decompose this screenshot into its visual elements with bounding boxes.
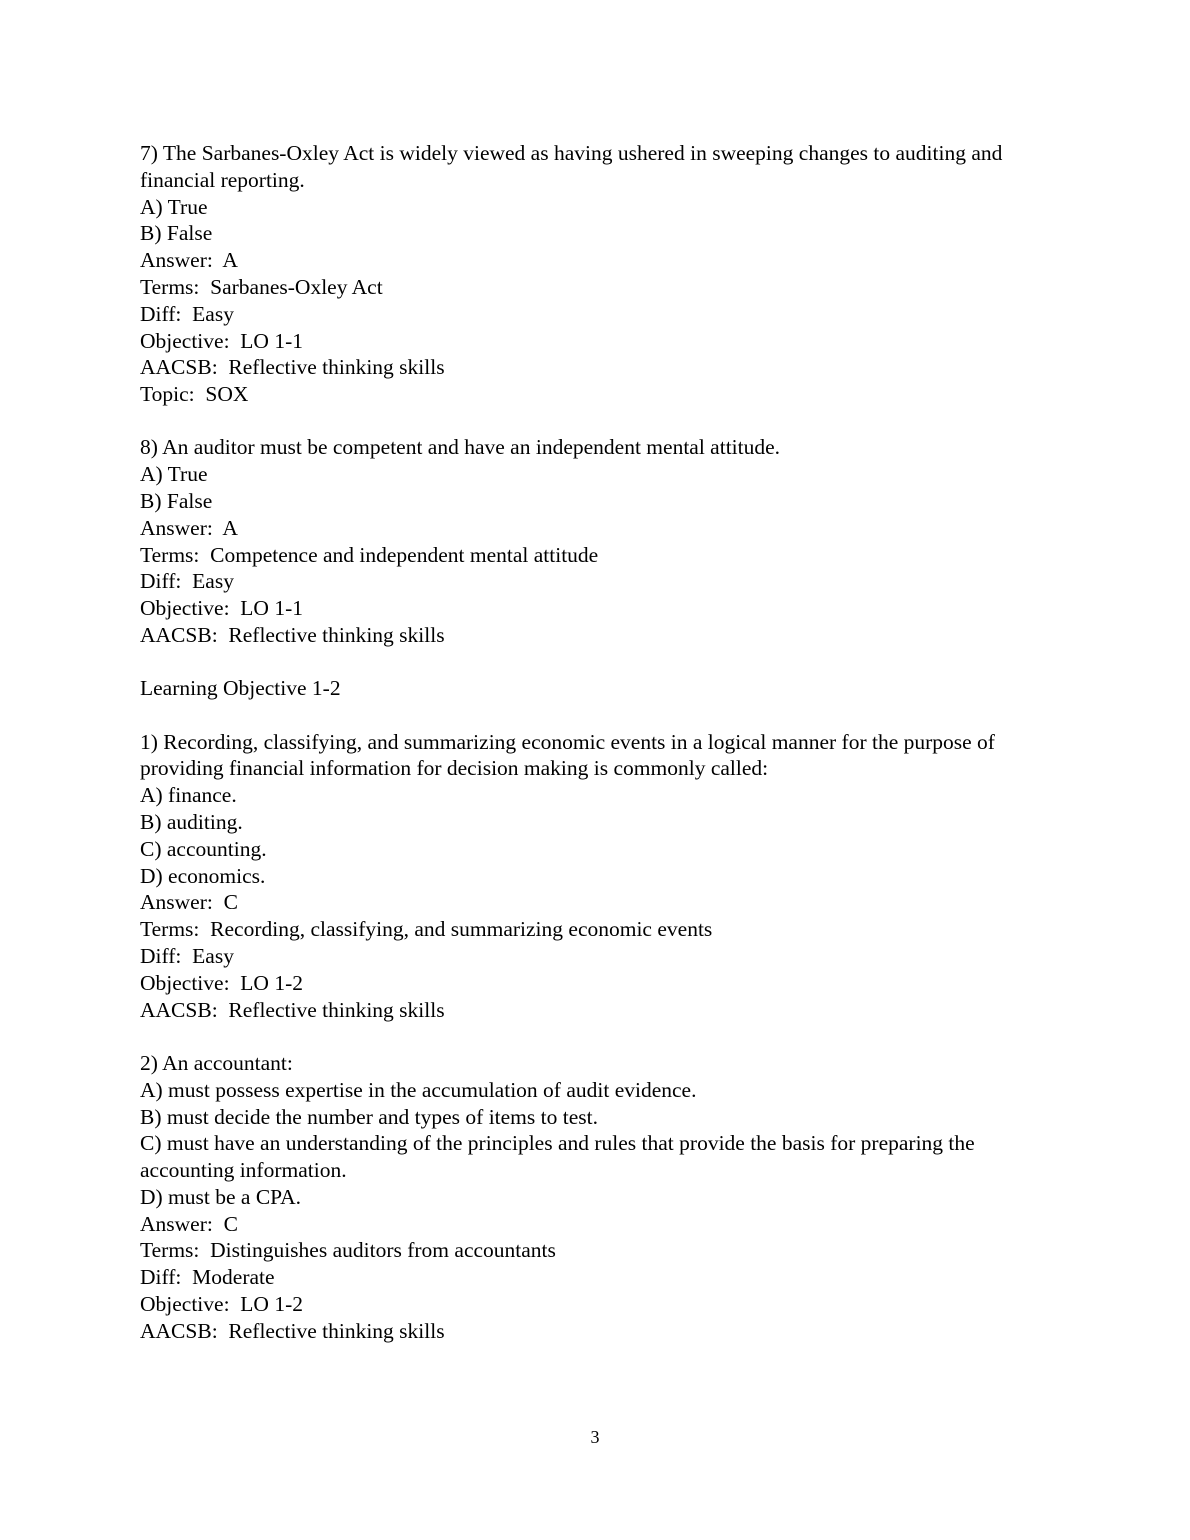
aacsb-line: AACSB: Reflective thinking skills — [140, 623, 445, 648]
aacsb-line: AACSB: Reflective thinking skills — [140, 355, 445, 380]
answer-option: A) True — [140, 462, 208, 487]
question-8 — [140, 434, 1060, 648]
objective-line: Objective: LO 1-2 — [140, 970, 303, 995]
answer-option: A) True — [140, 194, 208, 219]
answer-option: B) must decide the number and types of items to test. — [140, 1104, 598, 1129]
question-stem: 8) An auditor must be competent and have an independent mental attitude. — [140, 435, 781, 460]
answer-option: B) False — [140, 221, 213, 246]
answer-option: C) accounting. — [140, 836, 267, 861]
answer-key: Answer: A — [140, 248, 238, 273]
page-content — [140, 140, 1060, 1371]
page-number: 3 — [590, 1427, 600, 1447]
terms-line: Terms: Recording, classifying, and summarizing economic events — [140, 917, 713, 942]
answer-key: Answer: C — [140, 890, 238, 915]
question-stem: 1) Recording, classifying, and summarizing economic events in a logical manner for the purpose of providing financial information for decision making is commonly called: — [140, 729, 1001, 781]
difficulty-line: Diff: Easy — [140, 944, 234, 969]
difficulty-line: Diff: Easy — [140, 569, 234, 594]
objective-line: Objective: LO 1-1 — [140, 328, 303, 353]
answer-option: B) False — [140, 489, 213, 514]
answer-key: Answer: C — [140, 1211, 238, 1236]
answer-option: D) must be a CPA. — [140, 1184, 302, 1209]
answer-option: C) must have an understanding of the principles and rules that provide the basis for preparing the accounting information. — [140, 1131, 981, 1183]
terms-line: Terms: Sarbanes-Oxley Act — [140, 274, 383, 299]
topic-line: Topic: SOX — [140, 382, 249, 407]
difficulty-line: Diff: Easy — [140, 301, 234, 326]
section-heading — [140, 675, 1060, 702]
terms-line: Terms: Competence and independent mental attitude — [140, 542, 599, 567]
question-7 — [140, 140, 1060, 408]
objective-line: Objective: LO 1-1 — [140, 596, 303, 621]
aacsb-line: AACSB: Reflective thinking skills — [140, 1318, 445, 1343]
objective-line: Objective: LO 1-2 — [140, 1292, 303, 1317]
answer-key: Answer: A — [140, 515, 238, 540]
question-2 — [140, 1050, 1060, 1345]
aacsb-line: AACSB: Reflective thinking skills — [140, 997, 445, 1022]
question-stem: 7) The Sarbanes-Oxley Act is widely viewed as having ushered in sweeping changes to auditing and financial reporting. — [140, 141, 1008, 192]
question-stem: 2) An accountant: — [140, 1050, 293, 1075]
difficulty-line: Diff: Moderate — [140, 1265, 275, 1290]
section-heading-text: Learning Objective 1-2 — [140, 676, 341, 701]
question-1 — [140, 729, 1060, 1024]
answer-option: A) must possess expertise in the accumulation of audit evidence. — [140, 1077, 697, 1102]
answer-option: B) auditing. — [140, 810, 243, 835]
answer-option: A) finance. — [140, 783, 237, 808]
terms-line: Terms: Distinguishes auditors from accountants — [140, 1238, 556, 1263]
answer-option: D) economics. — [140, 863, 266, 888]
